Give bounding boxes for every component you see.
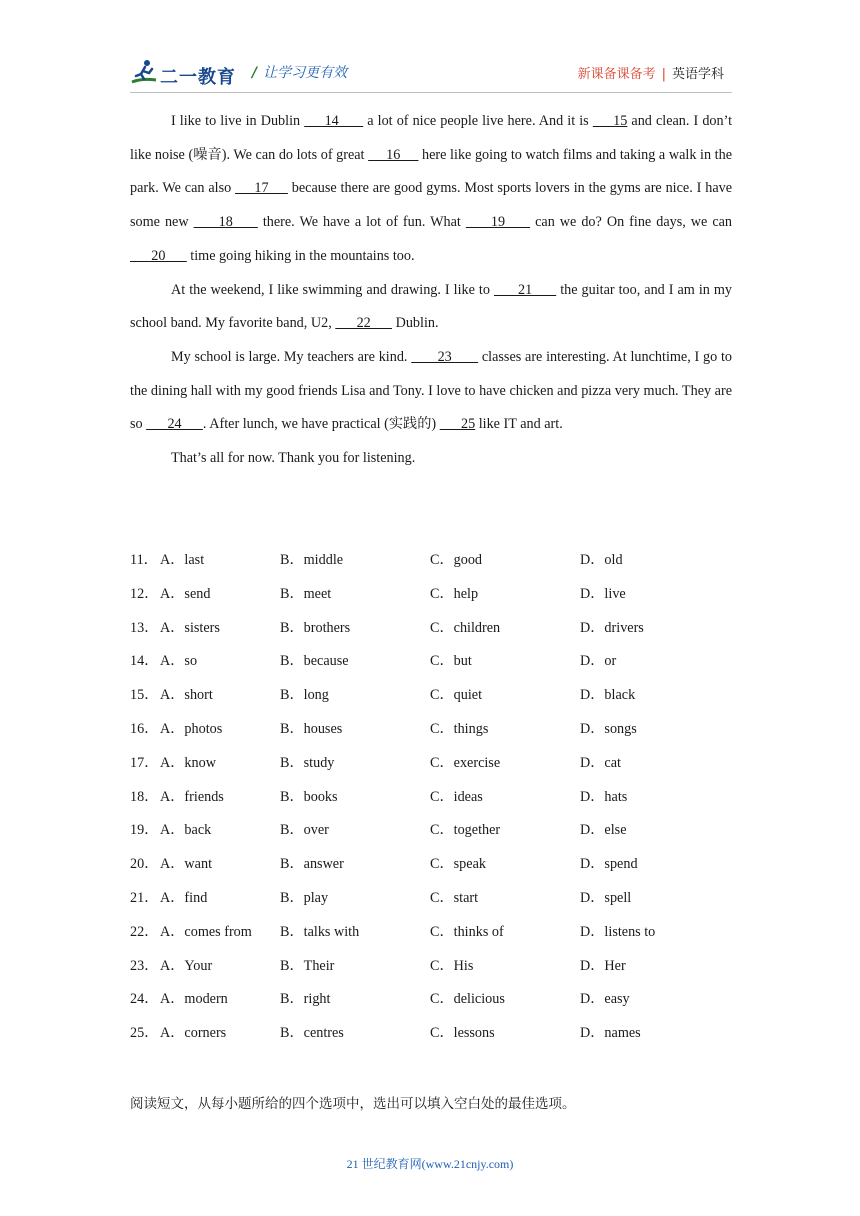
blank-18: 18: [193, 214, 258, 231]
option-b: B．study: [280, 754, 335, 771]
blank-22: 22: [335, 315, 393, 332]
option-a: A．modern: [160, 991, 228, 1008]
option-d: D．listens to: [580, 923, 656, 940]
option-a: A．find: [160, 889, 208, 906]
blank-19: 19: [465, 214, 531, 231]
option-a: A．last: [160, 552, 205, 568]
question-list: [130, 544, 732, 1051]
option-d: D．songs: [580, 720, 637, 737]
paragraph-2: At the weekend, I like swimming and drawing. I like to 21 the guitar too, and I am in my school band. My favorite band, U2, 22 Dublin.: [130, 281, 733, 332]
question-row: [130, 882, 732, 916]
option-b: B．centres: [280, 1025, 344, 1042]
question-number: 25．: [130, 1025, 159, 1042]
question-row: [130, 1017, 732, 1051]
option-d: D．cat: [580, 754, 621, 771]
option-c: C．thinks of: [430, 923, 504, 940]
question-row: [130, 814, 732, 848]
question-row: [130, 713, 732, 747]
option-a: A．comes from: [160, 923, 252, 940]
option-d: D．Her: [580, 957, 626, 974]
option-c: C．children: [430, 619, 501, 636]
question-number: 15．: [130, 687, 159, 704]
option-a: A．corners: [160, 1025, 227, 1042]
option-a: A．Your: [160, 957, 213, 974]
option-d: D．drivers: [580, 619, 644, 636]
question-row: [130, 916, 732, 950]
option-c: C．start: [430, 889, 479, 906]
blank-23: 23: [411, 348, 479, 365]
question-number: 24．: [130, 991, 159, 1008]
question-number: 18．: [130, 788, 159, 805]
option-a: A．know: [160, 754, 216, 771]
page-header: [130, 52, 730, 92]
option-d: D．spend: [580, 856, 638, 873]
option-b: B．brothers: [280, 619, 351, 636]
question-number: 12．: [130, 585, 159, 602]
option-b: B．right: [280, 991, 331, 1008]
blank-21: 21: [493, 281, 557, 298]
option-d: D．old: [580, 552, 623, 568]
option-a: A．friends: [160, 788, 224, 805]
logo-text: 二一教育: [160, 67, 236, 88]
header-right: 新课备课备考 | 英语学科: [577, 67, 724, 82]
slogan-text: 让学习更有效: [263, 65, 348, 81]
header-divider: [130, 92, 732, 93]
paragraph-1: I like to live in Dublin 14 a lot of nice people live here. And it is 15 and clean. I don’t like noise (噪音). We can do lots of great 16 here like going to watch films and taking a walk in the park. We can also 17 because there are good gyms. Most sports lovers in the gyms are nice. I have some new 18 there. We have a lot of fun. What 19 can we do? On fine days, we can 20 time going hiking in the mountains too.: [130, 113, 733, 264]
blank-20: 20: [130, 247, 187, 264]
option-b: B．because: [280, 653, 349, 670]
option-b: B．talks with: [280, 923, 360, 940]
option-c: C．lessons: [430, 1025, 495, 1042]
option-c: C．together: [430, 822, 501, 839]
blank-14: 14: [304, 113, 364, 129]
question-number: 17．: [130, 754, 159, 771]
blank-25: 25: [439, 416, 476, 433]
option-b: B．houses: [280, 720, 343, 737]
option-c: C．delicious: [430, 991, 505, 1008]
option-d: D．black: [580, 687, 636, 704]
question-number: 20．: [130, 856, 159, 873]
question-number: 19．: [130, 822, 159, 839]
option-d: D．hats: [580, 788, 628, 805]
paragraph-3: My school is large. My teachers are kind. 23 classes are interesting. At lunchtime, I go to the dining hall with my good friends Lisa and Tony. I love to have chicken and pizza very much. They are so 24 . After lunch, we have practical (实践的) 25 like IT and art.: [130, 348, 732, 433]
question-number: 14．: [130, 653, 159, 670]
question-number: 22．: [130, 923, 159, 940]
option-b: B．Their: [280, 957, 335, 974]
section-instruction: 阅读短文，从每小题所给的四个选项中，选出可以填入空白处的最佳选项。: [130, 1096, 576, 1112]
option-a: A．send: [160, 585, 211, 602]
option-b: B．over: [280, 822, 329, 839]
option-b: B．middle: [280, 552, 344, 568]
question-row: [130, 983, 732, 1017]
option-a: A．so: [160, 653, 198, 670]
option-a: A．back: [160, 822, 212, 839]
question-number: 13．: [130, 619, 159, 636]
option-d: D．else: [580, 822, 627, 839]
question-row: [130, 848, 732, 882]
option-d: D．spell: [580, 889, 632, 906]
option-c: C．good: [430, 552, 483, 568]
option-d: D．live: [580, 585, 626, 602]
question-row: [130, 544, 732, 578]
option-c: C．but: [430, 653, 472, 670]
question-number: 23．: [130, 957, 159, 974]
option-b: B．answer: [280, 856, 344, 873]
blank-24: 24: [146, 416, 203, 433]
option-b: B．books: [280, 788, 338, 805]
option-c: C．exercise: [430, 754, 501, 771]
option-b: B．long: [280, 687, 329, 704]
question-row: [130, 679, 732, 713]
brand-logo: [130, 58, 248, 88]
question-row: [130, 612, 732, 646]
option-b: B．meet: [280, 585, 332, 602]
option-a: A．sisters: [160, 619, 220, 636]
slogan: / 让学习更有效: [252, 65, 348, 81]
option-c: C．help: [430, 585, 479, 602]
question-number: 11．: [130, 552, 158, 568]
option-a: A．want: [160, 856, 213, 873]
question-row: [130, 578, 732, 612]
paragraph-4: That’s all for now. Thank you for listening.: [171, 450, 416, 467]
page-footer: 21 世纪教育网(www.21cnjy.com): [346, 1157, 514, 1171]
option-c: C．ideas: [430, 788, 483, 805]
option-c: C．things: [430, 720, 489, 737]
option-c: C．His: [430, 957, 474, 974]
blank-15: 15: [592, 113, 628, 129]
question-row: [130, 645, 732, 679]
question-row: [130, 781, 732, 815]
subject-label: 英语学科: [671, 67, 724, 82]
option-c: C．speak: [430, 856, 486, 873]
option-d: D．names: [580, 1025, 641, 1042]
option-a: A．short: [160, 687, 213, 704]
option-d: D．or: [580, 653, 617, 670]
option-d: D．easy: [580, 991, 630, 1008]
option-a: A．photos: [160, 720, 223, 737]
blank-17: 17: [235, 180, 288, 197]
question-number: 21．: [130, 889, 159, 906]
course-label: 新课备课备考: [577, 67, 656, 82]
question-row: [130, 747, 732, 781]
question-number: 16．: [130, 720, 159, 737]
reading-passage: [130, 105, 732, 476]
option-b: B．play: [280, 889, 329, 906]
question-row: [130, 950, 732, 984]
runner-icon: [130, 58, 160, 88]
option-c: C．quiet: [430, 687, 483, 704]
blank-16: 16: [368, 146, 419, 163]
